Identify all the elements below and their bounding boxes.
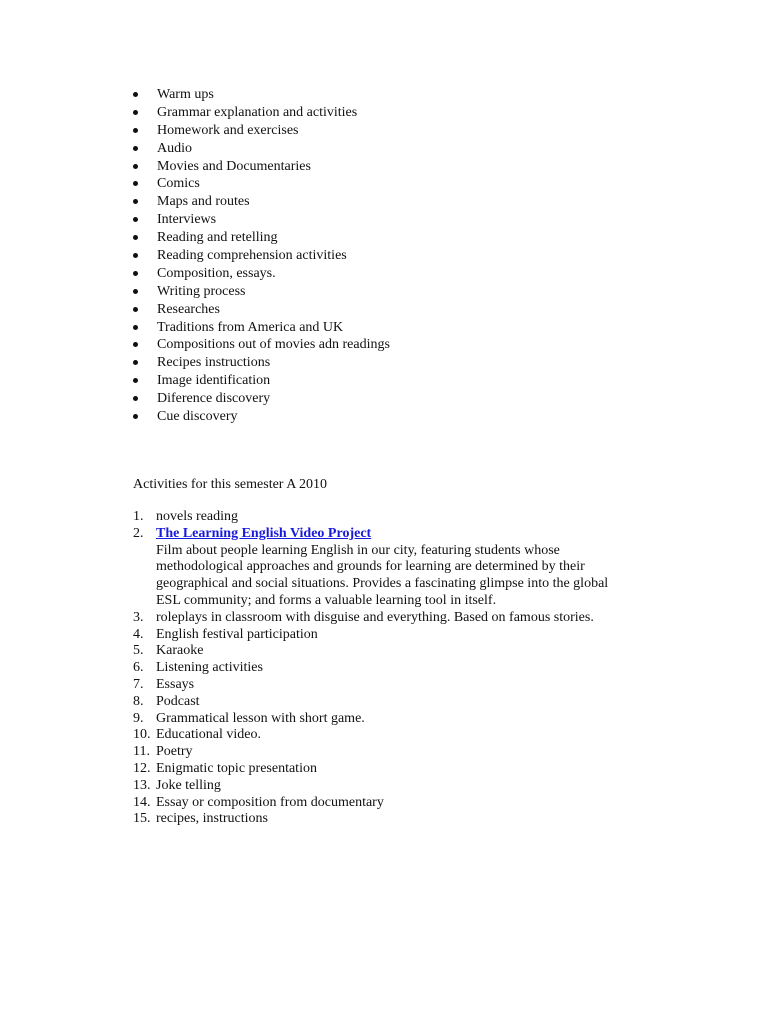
bullet-icon [133, 110, 138, 115]
bullet-item-text: Warm ups [157, 87, 214, 102]
item-text: Essays [156, 676, 195, 692]
numbered-item [133, 744, 673, 761]
numbered-item [133, 694, 673, 711]
bullet-item-text: Reading and retelling [157, 230, 278, 246]
item-number: 2. [133, 525, 144, 541]
item-text: roleplays in classroom with disguise and everything. Based on famous stories. [156, 609, 594, 625]
item-description [156, 543, 673, 610]
bullet-item [131, 140, 390, 158]
item-text: Enigmatic topic presentation [156, 760, 317, 776]
bullet-item [131, 301, 390, 319]
bullet-item-text: Movies and Documentaries [157, 158, 311, 174]
bullet-icon [133, 128, 138, 133]
item-text: novels reading [156, 509, 239, 524]
item-text: recipes, instructions [156, 811, 268, 827]
bullet-item [131, 372, 390, 390]
item-text: Grammatical lesson with short game. [156, 710, 365, 726]
bullet-item-text: Researches [157, 301, 220, 317]
item-number: 9. [133, 710, 144, 726]
item-number: 13. [133, 777, 151, 793]
item-description-line: Film about people learning English in our city, featuring students whose [156, 542, 560, 558]
item-number: 4. [133, 626, 144, 642]
item-text: Karaoke [156, 643, 204, 659]
bullet-item [131, 265, 390, 283]
bullet-icon [133, 307, 138, 312]
item-number: 14. [133, 794, 151, 810]
bullet-item-text: Grammar explanation and activities [157, 104, 358, 120]
bullet-item [131, 86, 390, 104]
bullet-icon [133, 164, 138, 169]
item-number: 15. [133, 811, 151, 827]
bullet-item [131, 247, 390, 265]
item-text: Listening activities [156, 660, 263, 676]
numbered-item [133, 526, 673, 610]
item-text: Poetry [156, 744, 193, 760]
bullet-item [131, 408, 390, 426]
numbered-item [133, 610, 673, 627]
bullet-item-text: Traditions from America and UK [157, 319, 344, 335]
item-number: 5. [133, 643, 144, 659]
item-number: 6. [133, 660, 144, 676]
bullet-icon [133, 378, 138, 383]
item-number: 1. [133, 509, 144, 524]
bullet-item [131, 283, 390, 301]
bullet-item-text: Compositions out of movies adn readings [157, 337, 390, 353]
bullet-item-text: Homework and exercises [157, 122, 299, 138]
numbered-item [133, 761, 673, 778]
bullet-item-text: Maps and routes [157, 194, 250, 210]
bullet-icon [133, 253, 138, 258]
bullet-item [131, 122, 390, 140]
item-description-line: methodological approaches and grounds for learning are determined by their [156, 559, 585, 575]
bullet-item-text: Diference discovery [157, 391, 271, 407]
item-description-line: geographical and social situations. Provides a fascinating glimpse into the global [156, 576, 609, 592]
bullet-icon [133, 396, 138, 401]
bullet-item-text: Writing process [157, 283, 246, 299]
item-number: 10. [133, 727, 151, 743]
bullet-icon [133, 199, 138, 204]
numbered-item [133, 509, 673, 526]
numbered-item [133, 643, 673, 660]
bullet-icon [133, 146, 138, 151]
video-project-link[interactable]: The Learning English Video Project [156, 525, 372, 541]
bullet-icon [133, 235, 138, 240]
bullet-item [131, 319, 390, 337]
item-number: 7. [133, 676, 144, 692]
bullet-item-text: Recipes instructions [157, 355, 271, 371]
bullet-item-text: Comics [157, 176, 200, 192]
numbered-item [133, 711, 673, 728]
bullet-icon [133, 181, 138, 186]
numbered-list [133, 509, 673, 828]
numbered-item [133, 627, 673, 644]
bullet-item-text: Reading comprehension activities [157, 248, 347, 264]
item-number: 12. [133, 760, 151, 776]
bullet-item [131, 336, 390, 354]
bullet-item-text: Composition, essays. [157, 265, 276, 281]
bullet-item [131, 390, 390, 408]
bullet-item [131, 175, 390, 193]
bullet-item-text: Image identification [157, 373, 271, 389]
numbered-item [133, 795, 673, 812]
item-text: Podcast [156, 693, 200, 709]
numbered-item [133, 677, 673, 694]
bullet-icon [133, 414, 138, 419]
bullet-item-text: Interviews [157, 212, 217, 228]
bullet-item-text: Cue discovery [157, 409, 238, 425]
item-number: 3. [133, 609, 144, 625]
bullet-item [131, 193, 390, 211]
bullet-icon [133, 325, 138, 330]
bullet-item [131, 354, 390, 372]
item-number: 8. [133, 693, 144, 709]
numbered-item [133, 778, 673, 795]
bullet-icon [133, 360, 138, 365]
item-text: Joke telling [156, 777, 221, 793]
item-text: Essay or composition from documentary [156, 794, 384, 810]
item-text: Educational video. [156, 727, 261, 743]
item-text: English festival participation [156, 626, 318, 642]
numbered-item [133, 660, 673, 677]
bullet-item-text: Audio [157, 140, 192, 156]
bullet-icon [133, 342, 138, 347]
bullet-icon [133, 92, 138, 97]
bullet-icon [133, 271, 138, 276]
bullet-item [131, 211, 390, 229]
bullet-item [131, 104, 390, 122]
bullet-icon [133, 289, 138, 294]
item-description-line: ESL community; and forms a valuable learning tool in itself. [156, 592, 497, 608]
bullet-list [131, 86, 390, 426]
bullet-icon [133, 217, 138, 222]
item-number: 11. [133, 744, 150, 760]
bullet-item [131, 158, 390, 176]
numbered-item [133, 811, 673, 828]
bullet-item [131, 229, 390, 247]
numbered-item [133, 727, 673, 744]
section-heading: Activities for this semester A 2010 [133, 477, 328, 492]
